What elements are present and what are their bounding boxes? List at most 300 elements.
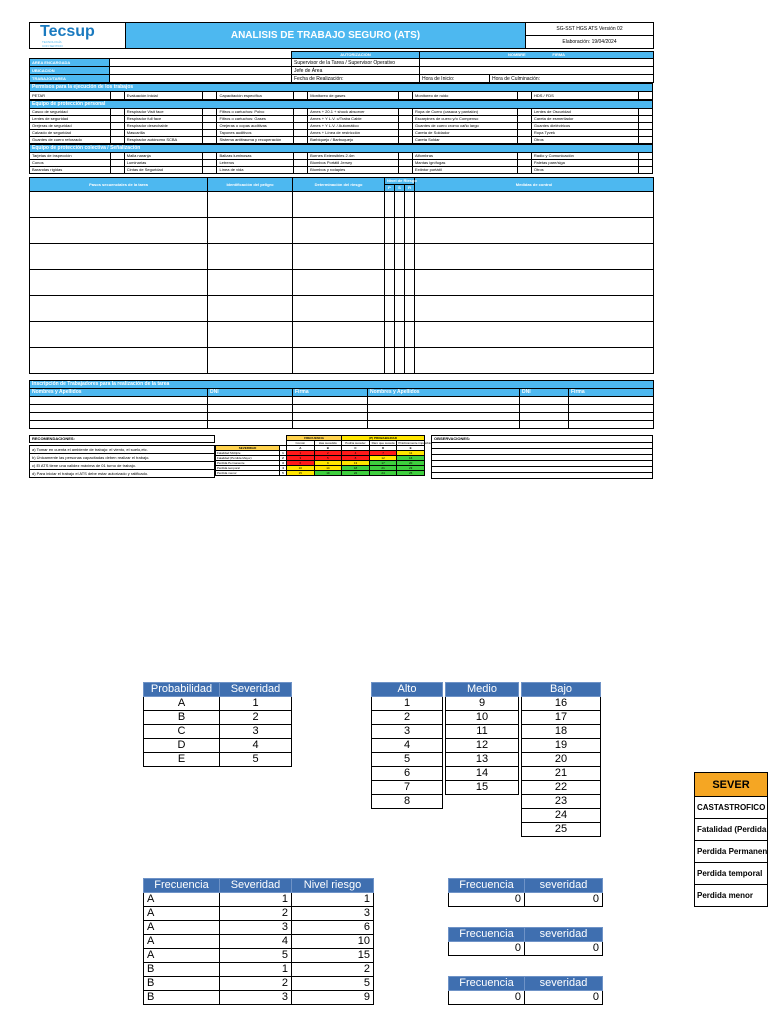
bajo-cell: 21 [522,767,601,781]
permiso-label-5: HDS / FDS [531,92,638,100]
worker-cell[interactable] [208,421,293,429]
task-riesgo-cell[interactable] [293,322,385,348]
permiso-checkbox-4[interactable] [517,92,531,100]
epc-checkbox[interactable] [517,167,531,174]
task-s-cell[interactable] [395,218,405,244]
medio-cell: 15 [446,781,519,795]
task-p-cell[interactable] [385,270,395,296]
epp-item-label: Arnes + 20.1 + shock absorver [308,109,399,116]
epc-item-label: Biombos y rodapies [308,167,399,174]
epc-item-label: Mantas ignífugas [412,160,517,167]
recomendaciones-title: RECOMENDACIONES: [30,436,215,443]
recomendacion-c: c) El ATS tiene una validez máxima de 01 turno de trabajo. [30,462,215,470]
epp-row [30,109,653,116]
area-field[interactable] [110,59,292,67]
small-3-v1: 0 [449,991,525,1005]
matrix-sev-label: Pérdida menor [216,471,280,476]
small-1-h2: severidad [525,879,603,893]
bajo-row [522,739,601,753]
task-r-cell[interactable] [405,322,415,348]
epc-checkbox[interactable] [203,160,217,167]
bajo-cell: 17 [522,711,601,725]
logo-sub-1: TECNOLOGÍA [42,39,62,44]
freq-row [144,977,374,991]
matrix-severidad-label: SEVERIDAD [216,446,280,451]
severidad-table [694,772,768,907]
worker-cell[interactable] [30,397,208,405]
prob-sev-row [144,739,292,753]
worker-cell[interactable] [569,397,654,405]
worker-cell[interactable] [208,397,293,405]
worker-cell[interactable] [520,421,569,429]
permiso-label-2: Capacitación específica [217,92,294,100]
task-peligro-cell[interactable] [208,322,293,348]
epc-checkbox[interactable] [294,167,308,174]
freq-nivel-cell: 6 [292,921,374,935]
severidad-cell: Perdida Permanen [695,841,768,863]
freq-sev-cell: 1 [220,963,292,977]
epp-checkbox[interactable] [638,130,652,137]
col-riesgo: Determinación del riesgo [293,178,385,192]
epp-checkbox[interactable] [517,109,531,116]
task-p-cell[interactable] [385,322,395,348]
medio-cell: 9 [446,697,519,711]
supervisor-label: Supervisor de la Tarea / Supervisor Operativo [292,59,420,67]
prob-cell: A [144,697,220,711]
freq-sev-cell: 3 [220,991,292,1005]
footer-area [29,435,653,495]
worker-cell[interactable] [30,413,208,421]
worker-cell[interactable] [368,405,520,413]
severidad-cell: Perdida temporal [695,863,768,885]
matrix-cell: 8 [342,456,370,461]
sev-cell: 2 [220,711,292,725]
freq-table [143,878,374,1005]
task-peligro-cell[interactable] [208,244,293,270]
task-riesgo-cell[interactable] [293,348,385,374]
freq-nivel-cell: 15 [292,949,374,963]
epp-checkbox[interactable] [294,130,308,137]
logo-text: Tecsup [40,22,95,40]
matrix-freq-label: Raro que suceda [369,441,397,446]
observaciones-title: OBSERVACIONES: [432,436,653,443]
task-r-cell[interactable] [405,192,415,218]
epp-row [30,130,653,137]
epc-checkbox[interactable] [110,160,124,167]
epp-checkbox[interactable] [398,130,412,137]
epp-item-label: Guantes dieléctricos [531,123,638,130]
task-peligro-cell[interactable] [208,192,293,218]
matrix-cell: 16 [397,456,425,461]
task-peligro-cell[interactable] [208,218,293,244]
freq-header: Frecuencia [144,879,220,893]
worker-cell[interactable] [30,405,208,413]
freq-row [144,921,374,935]
epp-checkbox[interactable] [110,109,124,116]
freq-nivel-cell: 2 [292,963,374,977]
matrix-cell: 14 [314,466,342,471]
epp-checkbox[interactable] [638,123,652,130]
task-riesgo-cell[interactable] [293,296,385,322]
permiso-label-1: Evaluación Inicial [124,92,203,100]
task-riesgo-cell[interactable] [293,218,385,244]
epp-checkbox[interactable] [203,116,217,123]
task-s-cell[interactable] [395,348,405,374]
epp-item-label: Arnes + Y L.V. / Automático [308,123,399,130]
permiso-label-4: Monitoreo de ruido [413,92,518,100]
prob-header: Probabilidad [144,683,220,697]
worker-row [30,413,654,421]
epp-item-label: Orejeras de seguridad [30,123,111,130]
matrix-cell: 22 [342,471,370,476]
task-s-cell[interactable] [395,244,405,270]
epp-item-label: Careta de esmerilador [531,116,638,123]
epc-checkbox[interactable] [517,160,531,167]
worker-cell[interactable] [208,405,293,413]
matrix-cell: 15 [287,471,315,476]
task-s-cell[interactable] [395,270,405,296]
bajo-row [522,823,601,837]
worker-cell[interactable] [368,421,520,429]
logo-sub-2: CON SENTIDO [42,43,63,48]
epc-item-label: Letreros [217,160,294,167]
task-medidas-cell[interactable] [415,348,654,374]
epp-row [30,116,653,123]
epc-checkbox[interactable] [517,153,531,160]
sev-cell: 5 [220,753,292,767]
epp-checkbox[interactable] [203,109,217,116]
matrix-cell: 17 [369,461,397,466]
medio-row [446,739,519,753]
matrix-cell: 13 [342,461,370,466]
epc-checkbox[interactable] [203,153,217,160]
epp-item-label: Careta de Soldador [412,130,517,137]
worker-cell[interactable] [293,405,368,413]
epc-checkbox[interactable] [294,160,308,167]
task-p-cell[interactable] [385,218,395,244]
epp-item-label: Tapones auditivos [217,130,294,137]
task-medidas-cell[interactable] [415,296,654,322]
form-title: ANALISIS DE TRABAJO SEGURO (ATS) [126,23,526,49]
freq-row [144,893,374,907]
medio-row [446,711,519,725]
worker-cell[interactable] [293,421,368,429]
firma-label: FIRMA [552,52,566,57]
task-riesgo-cell[interactable] [293,244,385,270]
severidad-cell: Fatalidad (Perdida [695,819,768,841]
permiso-checkbox-3[interactable] [398,92,412,100]
small-1-v2: 0 [525,893,603,907]
small-3-v2: 0 [525,991,603,1005]
epp-checkbox[interactable] [398,116,412,123]
task-p-cell[interactable] [385,348,395,374]
insc-col-firma-1: Firma [293,389,368,397]
epp-checkbox[interactable] [110,137,124,144]
worker-cell[interactable] [520,413,569,421]
freq-sev-header: Severidad [220,879,292,893]
task-r-cell[interactable] [405,296,415,322]
prob-sev-table [143,682,292,767]
task-p-cell[interactable] [385,296,395,322]
epp-item-label: Lentes de Oscuridad [531,109,638,116]
bajo-row [522,753,601,767]
ubicacion-field[interactable] [110,67,292,75]
supervisor-field[interactable] [420,59,654,67]
epp-checkbox[interactable] [203,130,217,137]
epp-item-label: Sistema antitrauma y recuperación [217,137,294,144]
epc-checkbox[interactable] [398,153,412,160]
task-s-cell[interactable] [395,192,405,218]
matrix-cell: 5 [314,456,342,461]
epp-checkbox[interactable] [294,116,308,123]
observaciones-line-6[interactable] [432,473,653,479]
task-paso-cell[interactable] [30,244,208,270]
epp-checkbox[interactable] [294,123,308,130]
task-p-cell[interactable] [385,192,395,218]
epc-checkbox[interactable] [638,167,652,174]
alto-row [372,725,443,739]
matrix-cell: 2 [314,451,342,456]
epc-table [29,144,653,174]
task-medidas-cell[interactable] [415,244,654,270]
worker-row [30,421,654,429]
epp-item-label: Escarpines de cuero y/o Compenso [412,116,517,123]
hora-culminacion-label: Hora de Culminación: [490,75,654,83]
task-paso-cell[interactable] [30,270,208,296]
epp-item-label: Casco de seguridad [30,109,111,116]
worker-cell[interactable] [293,413,368,421]
alto-cell: 7 [372,781,443,795]
small-1-h1: Frecuencia [449,879,525,893]
epc-checkbox[interactable] [398,160,412,167]
epc-checkbox[interactable] [638,153,652,160]
insc-col-dni-2: DNI [520,389,569,397]
alto-cell: 6 [372,767,443,781]
small-3-h2: severidad [525,977,603,991]
task-row [30,270,654,296]
epp-checkbox[interactable] [517,123,531,130]
ats-form [29,22,653,495]
worker-cell[interactable] [569,421,654,429]
freq-cell: B [144,991,220,1005]
epp-checkbox[interactable] [398,109,412,116]
freq-nivel-cell: 1 [292,893,374,907]
epp-checkbox[interactable] [294,109,308,116]
sev-cell: 3 [220,725,292,739]
prob-sev-row [144,753,292,767]
task-r-cell[interactable] [405,218,415,244]
permiso-checkbox-0[interactable] [110,92,124,100]
bajo-header: Bajo [522,683,601,697]
matrix-cell: 19 [314,471,342,476]
freq-sev-cell: 2 [220,977,292,991]
trabajo-field[interactable] [110,75,292,83]
task-medidas-cell[interactable] [415,270,654,296]
epc-checkbox[interactable] [203,167,217,174]
severidad-cell: CASTASTROFICO [695,797,768,819]
epp-checkbox[interactable] [638,137,652,144]
matrix-cell: 7 [369,451,397,456]
col-medidas: Medidas de control [415,178,654,192]
permiso-checkbox-1[interactable] [203,92,217,100]
epp-table [29,100,653,144]
severidad-row [695,885,768,907]
task-medidas-cell[interactable] [415,218,654,244]
worker-cell[interactable] [30,421,208,429]
task-r-cell[interactable] [405,348,415,374]
matrix-freq-label: Común [287,441,315,446]
epp-checkbox[interactable] [517,130,531,137]
alto-row [372,767,443,781]
epc-row [30,167,653,174]
medio-header: Medio [446,683,519,697]
epp-checkbox[interactable] [110,130,124,137]
permisos-title: Permisos para la ejecución de los trabajos [30,84,653,92]
bajo-row [522,809,601,823]
small-table-1 [448,878,603,907]
permiso-checkbox-2[interactable] [294,92,308,100]
task-peligro-cell[interactable] [208,296,293,322]
matrix-cell: 10 [287,466,315,471]
epp-checkbox[interactable] [398,137,412,144]
matrix-cell: 4 [342,451,370,456]
task-row [30,348,654,374]
elaboracion-date: Elaboración: 19/04/2024 [526,36,654,49]
permiso-checkbox-5[interactable] [638,92,652,100]
insc-col-nombres-2: Nombres y Apellidos [368,389,520,397]
epc-item-label: Alfombras [412,153,517,160]
logo [30,23,126,49]
matrix-letter: E [397,446,425,451]
task-medidas-cell[interactable] [415,322,654,348]
epc-checkbox[interactable] [110,153,124,160]
task-r-cell[interactable] [405,270,415,296]
worker-cell[interactable] [569,405,654,413]
worker-cell[interactable] [569,413,654,421]
epp-checkbox[interactable] [638,109,652,116]
epp-checkbox[interactable] [398,123,412,130]
freq-sev-cell: 2 [220,907,292,921]
small-2-v1: 0 [449,942,525,956]
task-r-cell[interactable] [405,244,415,270]
freq-sev-cell: 3 [220,921,292,935]
epc-checkbox[interactable] [398,167,412,174]
worker-cell[interactable] [293,397,368,405]
matrix-sev-number: 4 [280,466,287,471]
epc-item-label: Conos [30,160,111,167]
matrix-cell: 3 [287,456,315,461]
matrix-cell: 24 [369,471,397,476]
task-paso-cell[interactable] [30,296,208,322]
matrix-freq-label: Podría suceder [342,441,370,446]
worker-cell[interactable] [368,397,520,405]
alto-row [372,781,443,795]
task-paso-cell[interactable] [30,322,208,348]
freq-cell: A [144,949,220,963]
col-peligro: Identificación del peligro [208,178,293,192]
task-paso-cell[interactable] [30,348,208,374]
recomendacion-b: b) Únicamente las personas capacitadas deben realizar el trabajo. [30,454,215,462]
prob-cell: E [144,753,220,767]
medio-cell: 11 [446,725,519,739]
task-riesgo-cell[interactable] [293,192,385,218]
permiso-label-3: Monitoreo de gases [308,92,399,100]
bajo-cell: 19 [522,739,601,753]
epc-checkbox[interactable] [638,160,652,167]
epc-checkbox[interactable] [110,167,124,174]
matrix-sev-label: Pérdida Permanente [216,461,280,466]
task-row [30,244,654,270]
task-peligro-cell[interactable] [208,270,293,296]
epp-checkbox[interactable] [517,137,531,144]
epp-checkbox[interactable] [110,116,124,123]
epp-item-label: Ropa Tyvek [531,130,638,137]
epc-checkbox[interactable] [294,153,308,160]
matrix-sev-label: Fatalidad (Pérdida Mayor) [216,456,280,461]
inscripcion-table [29,380,654,429]
permiso-label-0: PETAR [30,92,111,100]
matrix-frecuencia: FRECUENCIA [287,436,342,441]
severidad-row [695,841,768,863]
alto-row [372,711,443,725]
epp-item-label: Arnes + Y L.V. c/Traba Cable [308,116,399,123]
epp-checkbox[interactable] [294,137,308,144]
epp-checkbox[interactable] [638,116,652,123]
hora-inicio-label: Hora de Inicio: [420,75,490,83]
worker-cell[interactable] [208,413,293,421]
task-s-cell[interactable] [395,322,405,348]
epp-item-label: Orejeras o copas auditivas [217,123,294,130]
bajo-row [522,781,601,795]
task-row [30,296,654,322]
bajo-row [522,725,601,739]
jefe-field[interactable] [420,67,654,75]
task-s-cell[interactable] [395,296,405,322]
freq-cell: B [144,963,220,977]
worker-cell[interactable] [520,405,569,413]
task-medidas-cell[interactable] [415,192,654,218]
epp-item-label: Barbiquejo / Barbuquejo [308,137,399,144]
col-pasos: Pasos secuenciales de la tarea [30,178,208,192]
epp-checkbox[interactable] [110,123,124,130]
nombre-text: NOMBRE [507,52,526,57]
task-peligro-cell[interactable] [208,348,293,374]
epp-row [30,123,653,130]
task-p-cell[interactable] [385,244,395,270]
task-paso-cell[interactable] [30,218,208,244]
matrix-freq-label: Prácticamente imposible [398,441,432,445]
alto-cell: 1 [372,697,443,711]
freq-row [144,907,374,921]
epp-item-label: Respirador Visit face [124,109,203,116]
epp-checkbox[interactable] [203,123,217,130]
worker-cell[interactable] [520,397,569,405]
epp-item-label: Calzado de seguridad [30,130,111,137]
epp-checkbox[interactable] [203,137,217,144]
worker-cell[interactable] [368,413,520,421]
bajo-cell: 23 [522,795,601,809]
task-row [30,192,654,218]
task-riesgo-cell[interactable] [293,270,385,296]
epp-checkbox[interactable] [517,116,531,123]
task-paso-cell[interactable] [30,192,208,218]
recomendacion-a: a) Tomar en cuenta el ambiente de trabajo: el viento, el suelo,etc. [30,446,215,454]
epc-item-label: Luminarias [124,160,203,167]
prob-sev-row [144,711,292,725]
freq-nivel-cell: 3 [292,907,374,921]
epp-item-label: Arnes + Línea de restricción [308,130,399,137]
matrix-cell: 20 [397,461,425,466]
